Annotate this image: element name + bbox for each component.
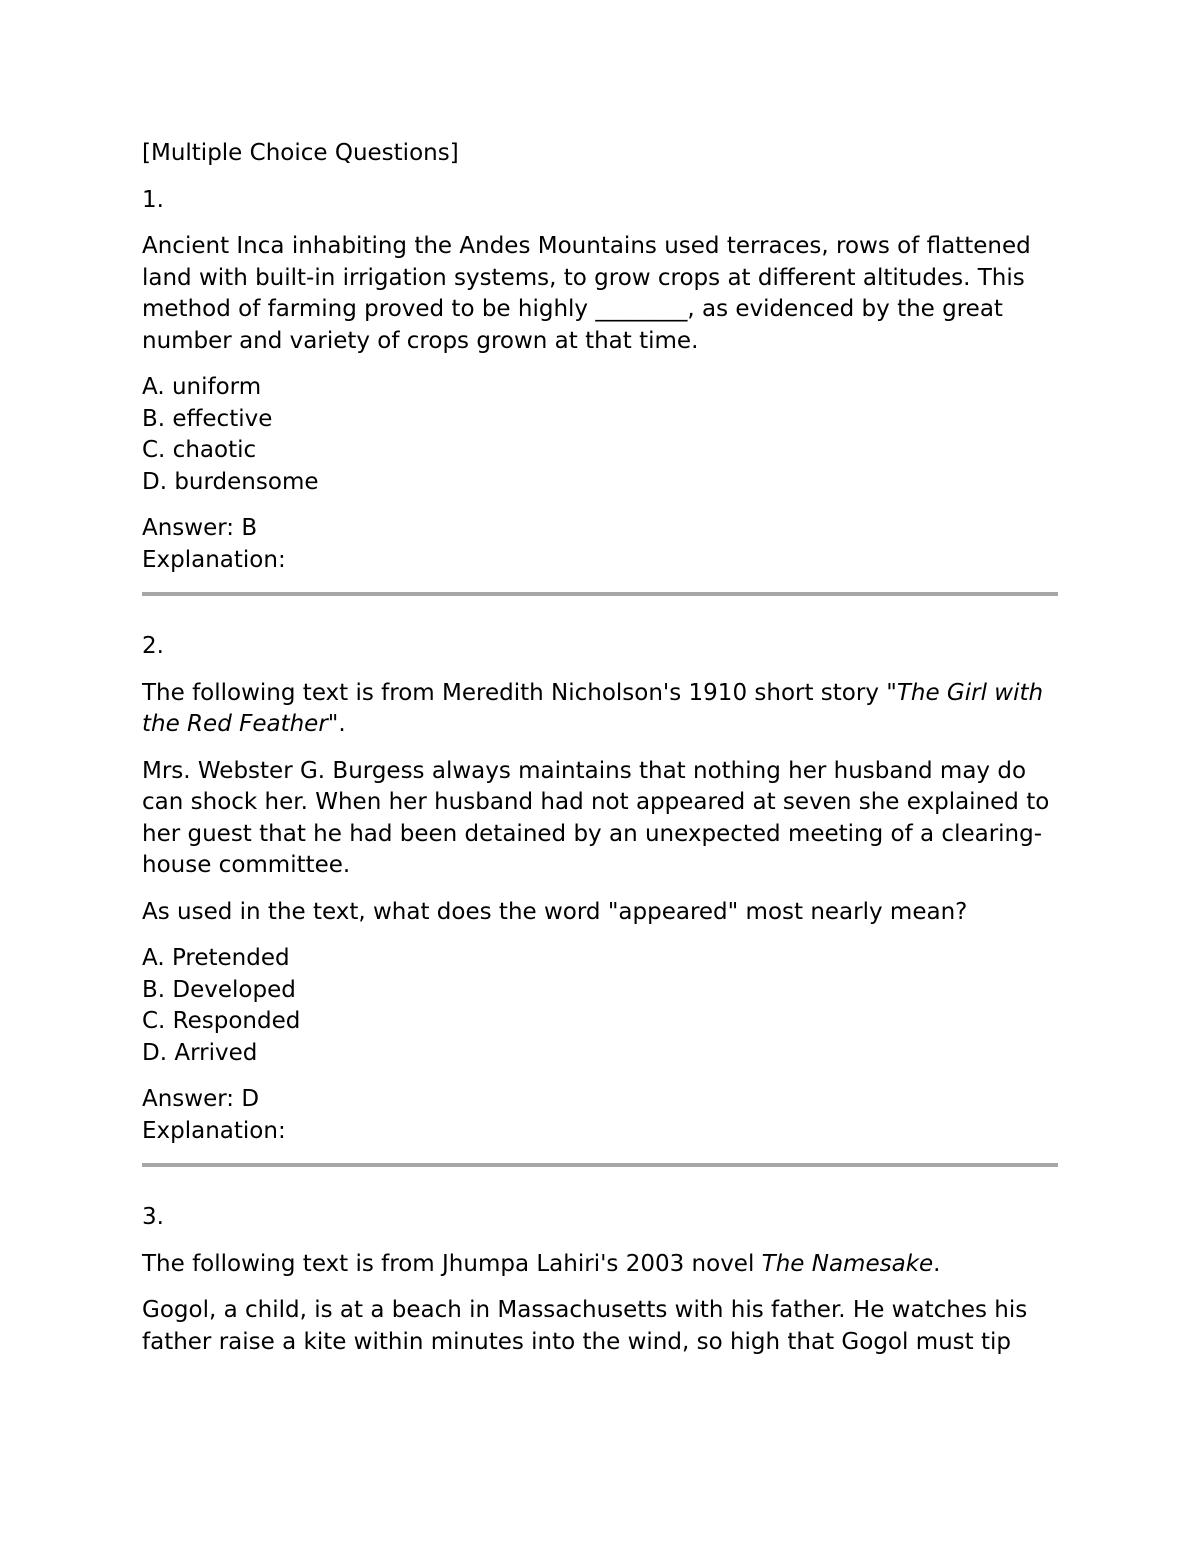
source-intro-prefix: The following text is from Meredith Nicholson's 1910 short story " xyxy=(142,679,897,706)
question-1 xyxy=(142,185,1058,577)
question-2 xyxy=(142,631,1058,1147)
source-intro xyxy=(142,678,1058,741)
question-number: 3. xyxy=(142,1204,164,1230)
question-3 xyxy=(142,1202,1058,1358)
section-heading: [Multiple Choice Questions] xyxy=(142,140,459,166)
source-title: The Namesake xyxy=(761,1250,934,1277)
source-intro-suffix: . xyxy=(933,1250,941,1277)
question-divider xyxy=(142,1163,1058,1167)
source-intro xyxy=(142,1249,1058,1281)
document-page xyxy=(142,138,1058,1373)
question-divider xyxy=(142,592,1058,596)
passage-text: Gogol, a child, is at a beach in Massachusetts with his father. He watches his father raise a kite within minutes into the wind, so high that Gogol must tip xyxy=(142,1297,1028,1355)
answer-options xyxy=(142,943,1058,1069)
answer-text: Answer: B xyxy=(142,515,258,541)
source-intro-suffix: ". xyxy=(327,711,346,737)
option-d: D. Arrived xyxy=(142,1039,258,1066)
answer-text: Answer: D xyxy=(142,1086,260,1112)
option-b: B. Developed xyxy=(142,976,296,1003)
option-d: D. burdensome xyxy=(142,468,319,495)
question-stem: Ancient Inca inhabiting the Andes Mountains used terraces, rows of flattened land with built-in irrigation systems, to grow crops at different altitudes. This method of farming proved to be highly ________, as evidenced by the great number and variety of crops grown at that time. xyxy=(142,233,1031,354)
option-b: B. effective xyxy=(142,405,273,432)
explanation-label: Explanation: xyxy=(142,1117,286,1144)
explanation-label: Explanation: xyxy=(142,546,286,573)
option-a: A. Pretended xyxy=(142,945,290,971)
option-c: C. Responded xyxy=(142,1008,301,1034)
question-number: 1. xyxy=(142,186,164,213)
question-prompt: As used in the text, what does the word "appeared" most nearly mean? xyxy=(142,898,968,925)
answer-block xyxy=(142,1084,1058,1147)
option-c: C. chaotic xyxy=(142,437,257,463)
source-title: The Girl with the Red Feather xyxy=(142,679,1044,737)
answer-block xyxy=(142,513,1058,576)
passage-text: Mrs. Webster G. Burgess always maintains that nothing her husband may do can shock her. When her husband had not appeared at seven she explained to her guest that he had been detained by an unexpected meeting of a clearing-house committee. xyxy=(142,757,1050,878)
source-intro-prefix: The following text is from Jhumpa Lahiri's 2003 novel xyxy=(142,1250,762,1277)
answer-options xyxy=(142,372,1058,498)
question-number: 2. xyxy=(142,633,164,659)
option-a: A. uniform xyxy=(142,374,262,400)
